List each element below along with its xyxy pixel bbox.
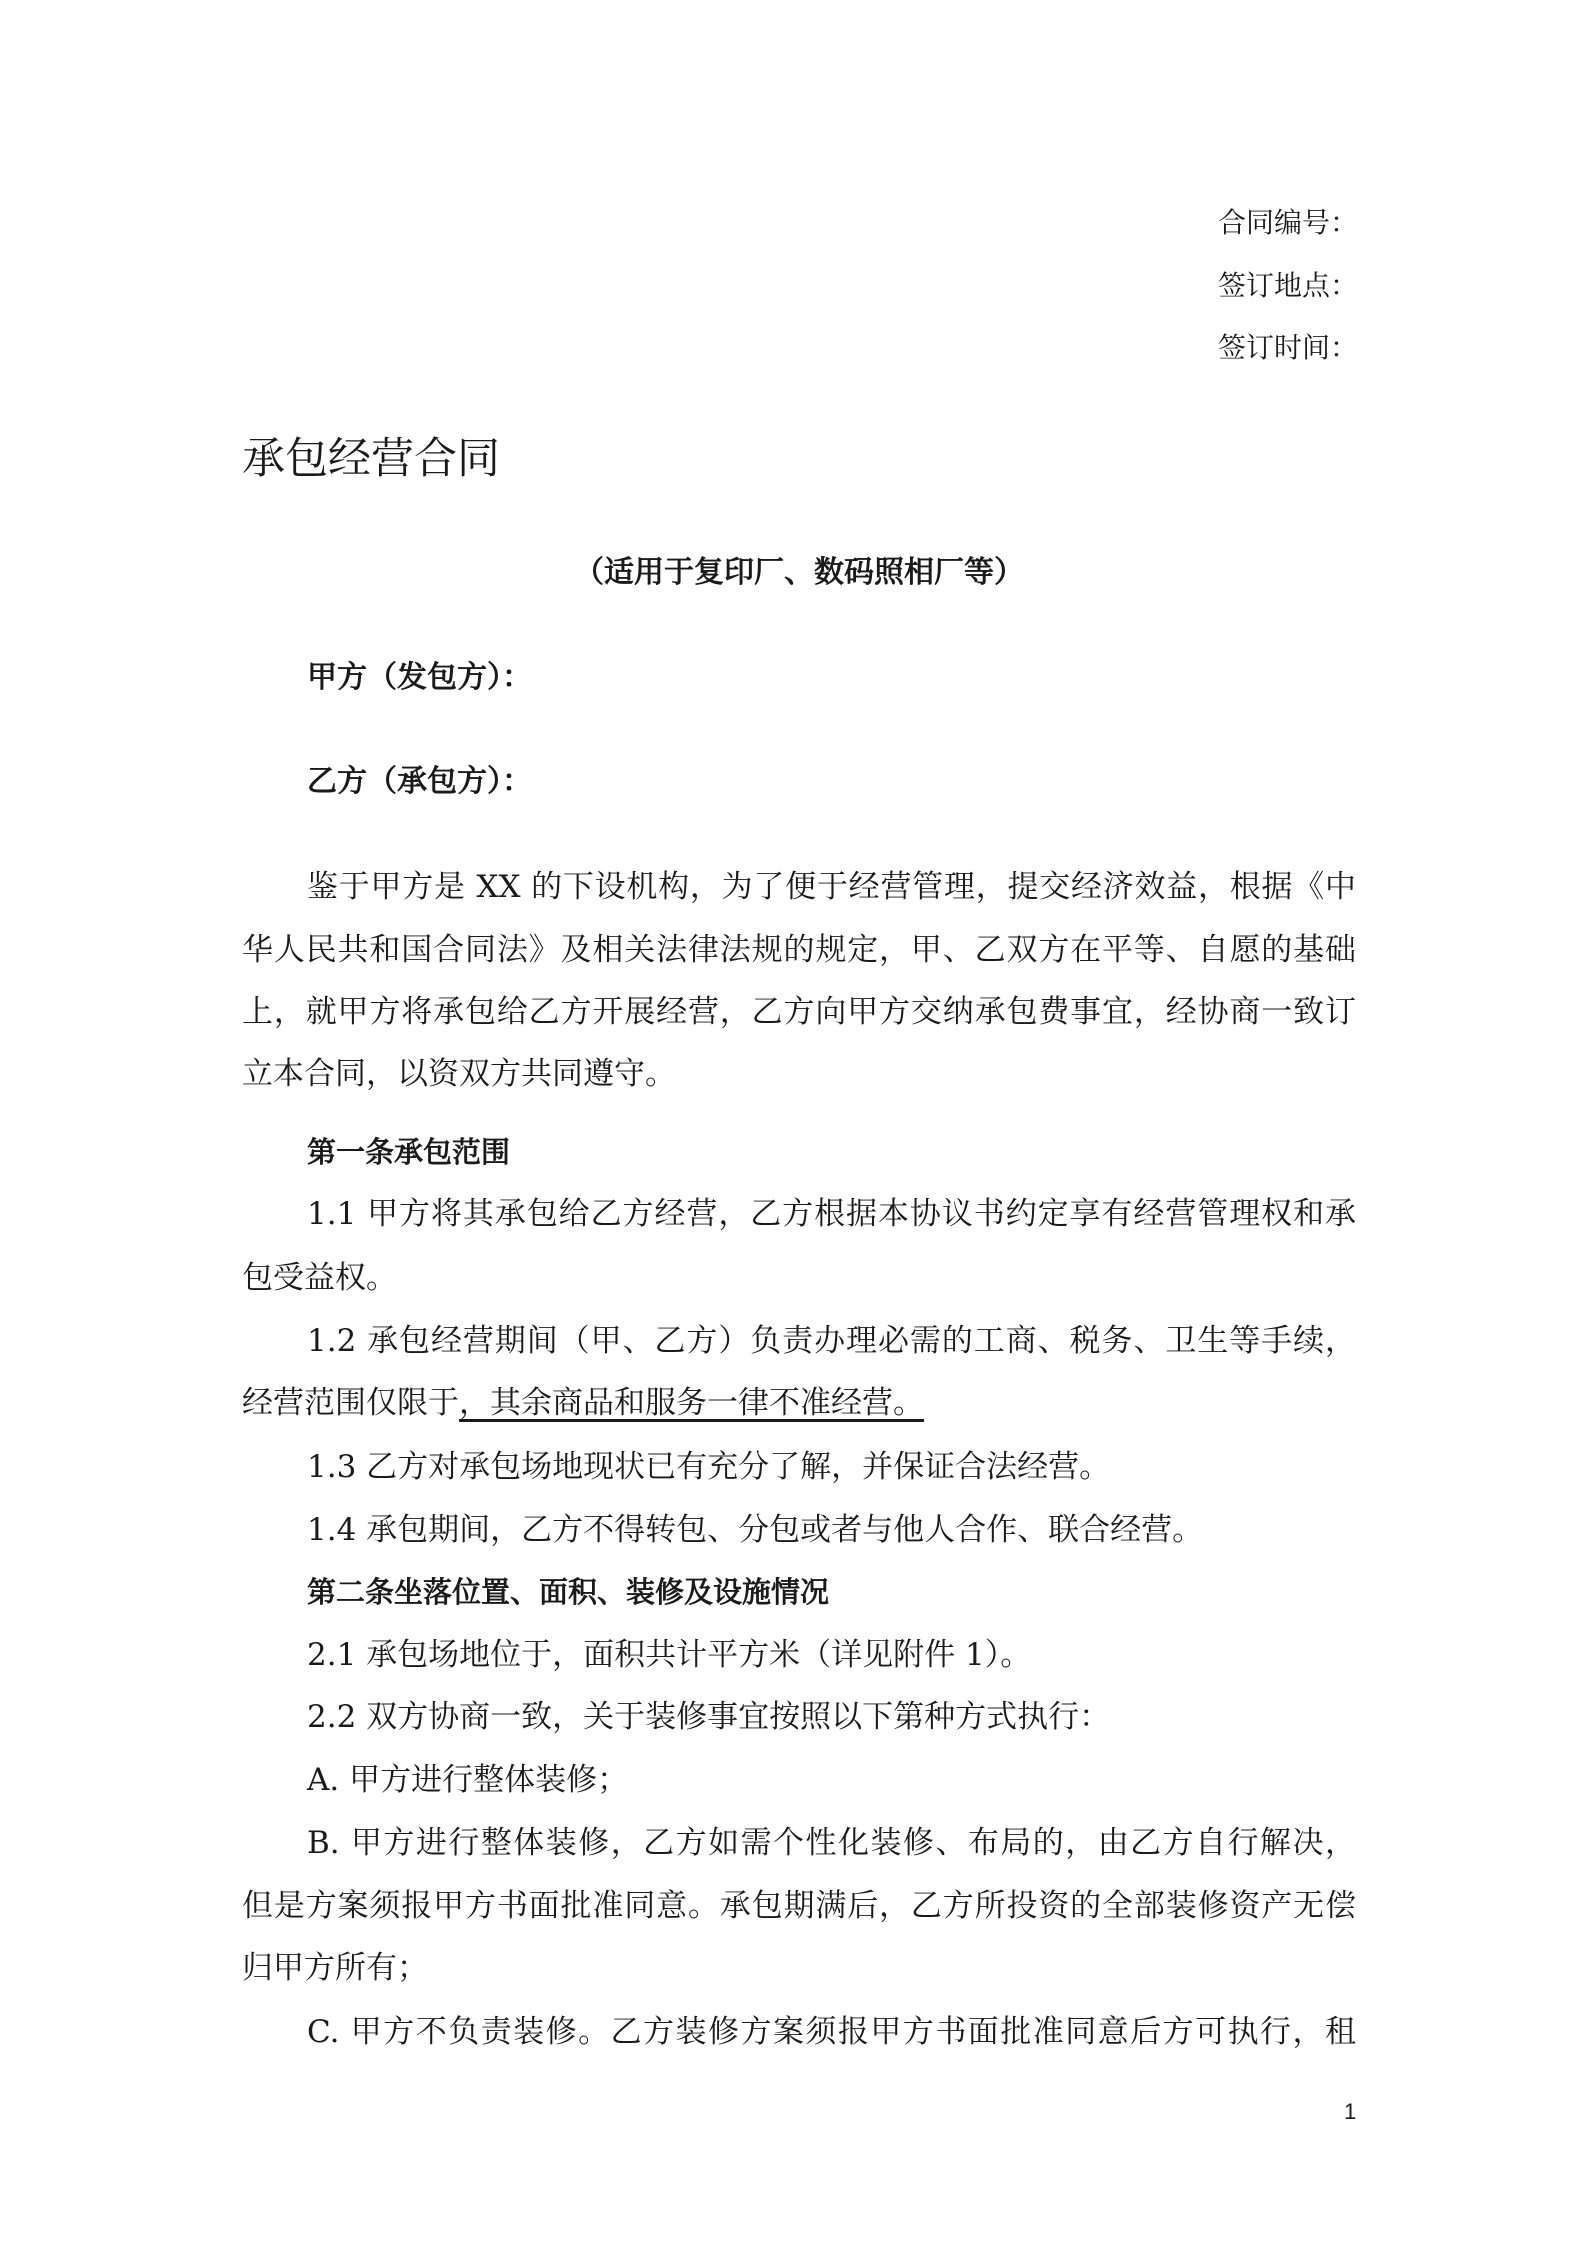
option-c: C. 甲方不负责装修。乙方装修方案须报甲方书面批准同意后方可执行，租	[307, 2014, 1356, 2050]
sign-time-label: 签订时间：	[1218, 331, 1359, 364]
clause-1-1: 1.1 甲方将其承包给乙方经营，乙方根据本协议书约定享有经营管理权和承	[307, 1196, 1356, 1232]
document-title: 承包经营合同	[242, 434, 500, 484]
article-2-heading: 第二条坐落位置、面积、装修及设施情况	[307, 1575, 830, 1609]
intro-line: 鉴于甲方是 XX 的下设机构，为了便于经营管理，提交经济效益，根据《中	[307, 869, 1356, 905]
intro-line: 上，就甲方将承包给乙方开展经营，乙方向甲方交纳承包费事宜，经协商一致订	[242, 994, 1356, 1030]
page-number: 1	[1344, 2099, 1357, 2124]
article-1-heading: 第一条承包范围	[307, 1135, 511, 1169]
option-b-cont: 但是方案须报甲方书面批准同意。承包期满后，乙方所投资的全部装修资产无偿	[242, 1888, 1356, 1924]
clause-1-2-underlined: ，其余商品和服务一律不准经营。	[459, 1385, 924, 1421]
clause-1-3: 1.3 乙方对承包场地现状已有充分了解，并保证合法经营。	[307, 1449, 1111, 1485]
clause-1-2-prefix: 经营范围仅限于	[242, 1385, 459, 1421]
intro-line: 立本合同，以资双方共同遵守。	[242, 1056, 676, 1092]
document-subtitle: （适用于复印厂、数码照相厂等）	[574, 555, 1024, 590]
option-a: A. 甲方进行整体装修；	[307, 1762, 629, 1798]
option-b-cont: 归甲方所有；	[242, 1950, 428, 1986]
clause-1-4: 1.4 承包期间，乙方不得转包、分包或者与他人合作、联合经营。	[307, 1512, 1204, 1548]
party-a-label: 甲方（发包方）：	[307, 660, 532, 695]
intro-line: 华人民共和国合同法》及相关法律法规的规定，甲、乙双方在平等、自愿的基础	[242, 932, 1356, 968]
clause-1-2-cont	[242, 1383, 924, 1423]
party-b-label: 乙方（承包方）：	[307, 764, 532, 799]
clause-1-2: 1.2 承包经营期间（甲、乙方）负责办理必需的工商、税务、卫生等手续，	[307, 1323, 1356, 1359]
option-b: B. 甲方进行整体装修，乙方如需个性化装修、布局的，由乙方自行解决，	[307, 1825, 1356, 1861]
contract-number-label: 合同编号：	[1218, 206, 1359, 239]
clause-2-2: 2.2 双方协商一致，关于装修事宜按照以下第种方式执行：	[307, 1699, 1111, 1735]
clause-2-1: 2.1 承包场地位于，面积共计平方米（详见附件 1）。	[307, 1637, 1032, 1673]
sign-place-label: 签订地点：	[1218, 269, 1359, 302]
clause-1-1-cont: 包受益权。	[242, 1260, 397, 1296]
